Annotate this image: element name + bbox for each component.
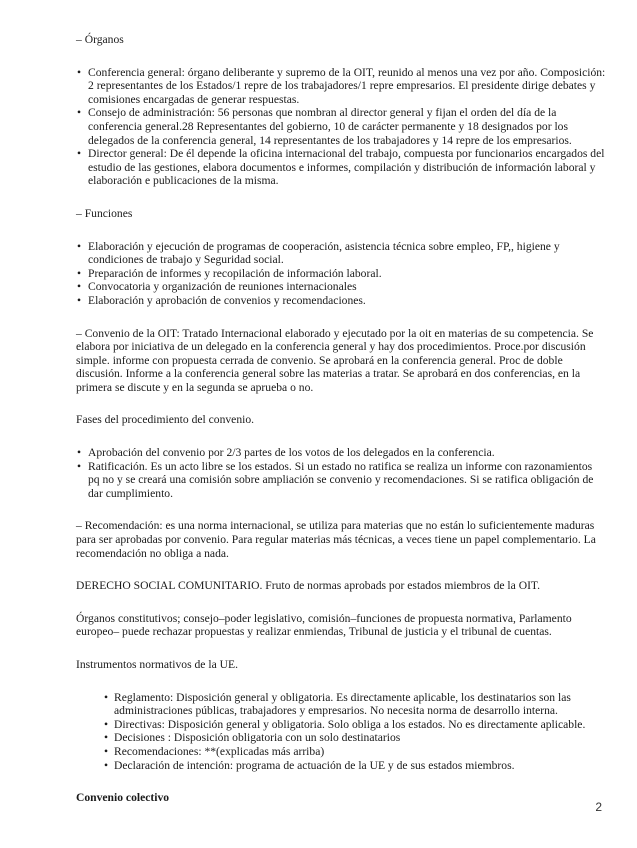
funciones-list [76, 240, 606, 308]
derecho-social-paragraph: DERECHO SOCIAL COMUNITARIO. Fruto de normas aprobads por estados miembros de la OIT. [76, 579, 541, 593]
fases-list [76, 446, 606, 500]
list-item: • Decisiones : Disposición obligatoria con un solo destinatarios [76, 731, 606, 745]
list-item: • Declaración de intención: programa de actuación de la UE y de sus estados miembros. [76, 759, 606, 773]
funciones-heading: – Funciones [76, 206, 133, 220]
list-item: • Ratificación. Es un acto libre se los estados. Si un estado no ratifica se realiza un informe con razonamientos pq no y se creará una comisión sobre ampliación se convenio y recomendaciones. Si se ratifica obligación de dar cumplimiento. [76, 460, 606, 501]
list-item: • Conferencia general: órgano deliberante y supremo de la OIT, reunido al menos una vez por año. Composición: 2 representantes de los Estados/1 repre de los trabajadores/1 repre empresarios. El presidente dirige debates y comisiones encargadas de generar respuestas. [76, 66, 606, 107]
list-item: • Convocatoria y organización de reuniones internacionales [76, 280, 606, 294]
document-page [76, 33, 606, 805]
list-item: • Aprobación del convenio por 2/3 partes de los votos de los delegados en la conferencia. [76, 446, 606, 460]
organos-list [76, 66, 606, 188]
recomendacion-paragraph: – Recomendación: es una norma internacional, se utiliza para materias que no están lo suficientemente maduras para ser aprobadas por convenio. Para regular materias más técnicas, a veces tiene un papel complementario. La recomendación no obliga a nada. [76, 519, 596, 560]
convenio-oit-paragraph: – Convenio de la OIT: Tratado Internacional elaborado y ejecutado por la oit en materias de su competencia. Se elabora por iniciativa de un delegado en la conferencia general y hay dos procedimientos. Proce.por discusión simple. informe con propuesta cerrada de convenio. Se aprobará en la conferencia general. Proc de doble discusión. Informe a la conferencia general sobre las materias a tratar. Se aprobará en dos conferencias, en la primera se discute y en la segunda se aprueba o no. [76, 326, 594, 394]
list-item: • Director general: De él depende la oficina internacional del trabajo, compuesta por funcionarios encargados del estudio de las gestiones, elabora documentos e informes, compilación y distribución de información laboral y elaboración e publicaciones de la misma. [76, 147, 606, 188]
organos-heading: – Órganos [76, 33, 124, 46]
list-item: • Directivas: Disposición general y obligatoria. Solo obliga a los estados. No es directamente aplicable. [76, 718, 606, 732]
organos-constitutivos-paragraph: Órganos constitutivos; consejo–poder legislativo, comisión–funciones de propuesta normativa, Parlamento europeo– puede rechazar propuestas y realizar enmiendas, Tribunal de justicia y el tribunal de cuentas. [76, 611, 572, 639]
convenio-colectivo-heading: Convenio colectivo [76, 791, 170, 805]
list-item: • Reglamento: Disposición general y obligatoria. Es directamente aplicable, los destinatarios son las administraciones públicas, trabajadores y empresarios. No necesita norma de desarrollo interna. [76, 691, 606, 718]
page-number: 2 [595, 800, 602, 814]
fases-heading: Fases del procedimiento del convenio. [76, 413, 255, 427]
list-item: • Preparación de informes y recopilación de información laboral. [76, 267, 606, 281]
list-item: • Elaboración y aprobación de convenios y recomendaciones. [76, 294, 606, 308]
list-item: • Consejo de administración: 56 personas que nombran al director general y fijan el orden del día de la conferencia general.28 Representantes del gobierno, 10 de carácter permanente y 18 designados por los delegados de la conferencia general, 14 representantes de los trabajadores y 14 repre de los empresarios. [76, 106, 606, 147]
list-item: • Elaboración y ejecución de programas de cooperación, asistencia técnica sobre empleo, FP,, higiene y condiciones de trabajo y Seguridad social. [76, 240, 606, 267]
list-item: • Recomendaciones: **(explicadas más arriba) [76, 745, 606, 759]
instrumentos-list [76, 691, 606, 773]
instrumentos-heading: Instrumentos normativos de la UE. [76, 658, 238, 671]
